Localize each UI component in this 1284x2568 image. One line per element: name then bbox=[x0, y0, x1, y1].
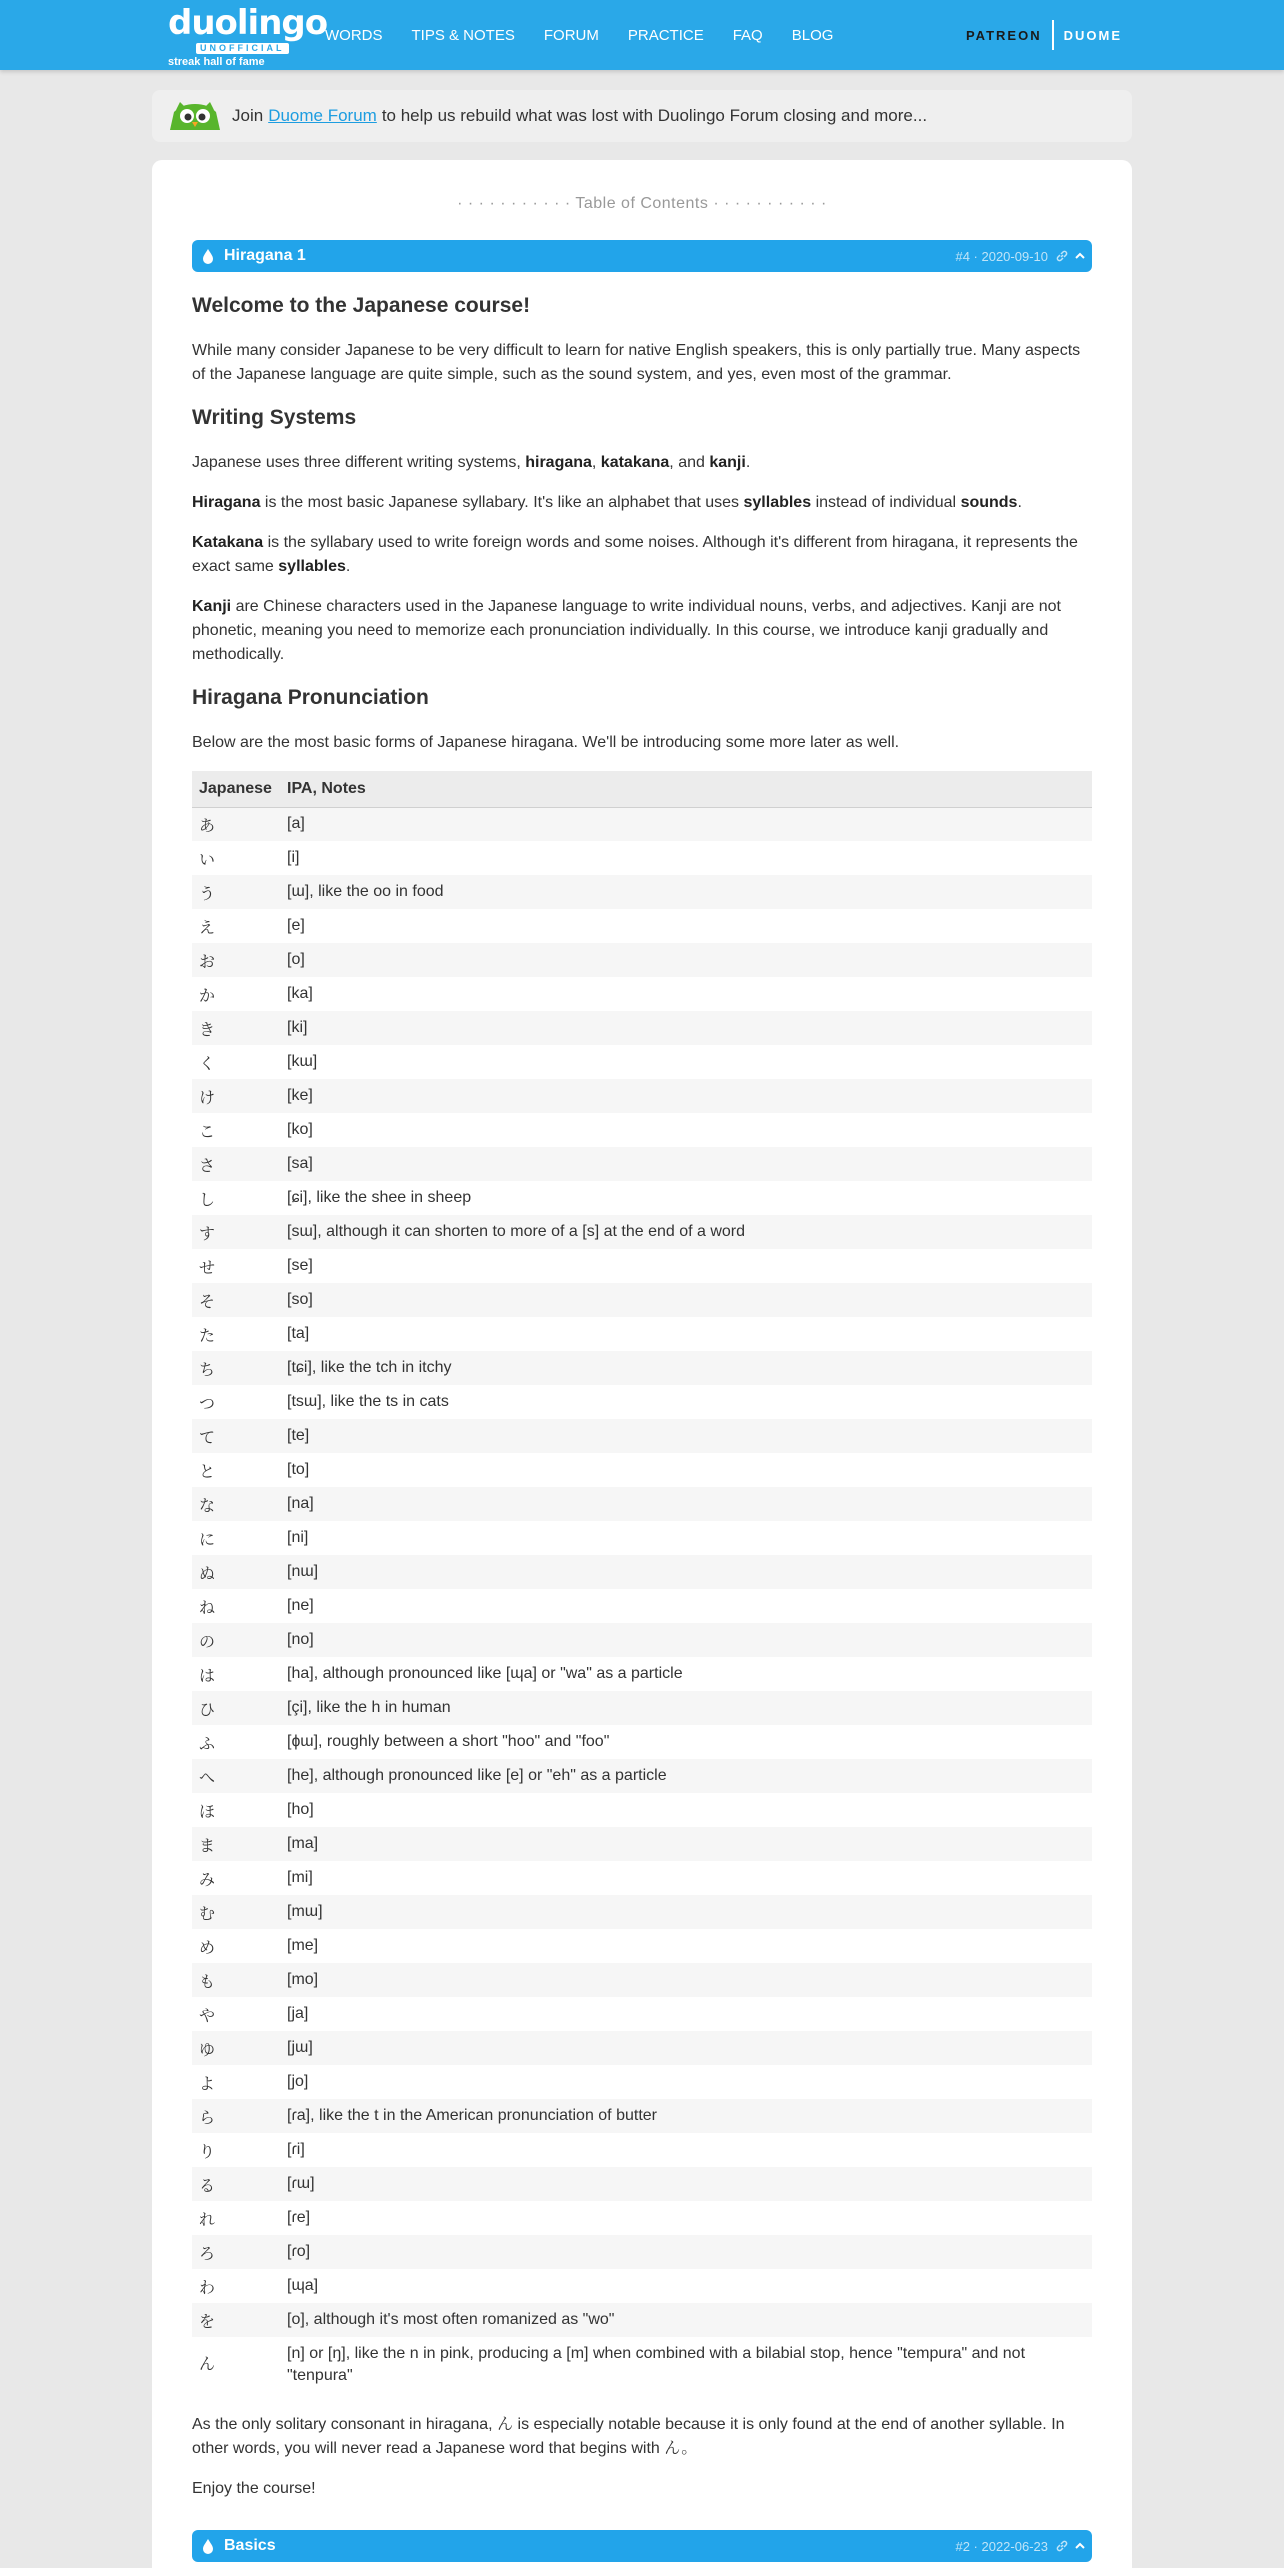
section-hiragana-1[interactable] bbox=[192, 240, 1092, 272]
kana-cell: え bbox=[199, 919, 216, 937]
nav-link-tips-notes[interactable]: TIPS & NOTES bbox=[411, 26, 515, 44]
kana-cell: ん bbox=[199, 2356, 216, 2373]
kana-cell: を bbox=[192, 2303, 280, 2337]
kana-cell: い bbox=[199, 851, 216, 869]
table-row bbox=[192, 2269, 1092, 2303]
col-japanese: Japanese bbox=[192, 771, 280, 807]
ipa-cell: [ka] bbox=[287, 985, 313, 1002]
table-row bbox=[192, 2031, 1092, 2065]
heading-writing-systems: Writing Systems bbox=[192, 406, 357, 429]
kana-cell: ね bbox=[199, 1599, 216, 1617]
link-icon[interactable] bbox=[1056, 250, 1068, 262]
kana-cell: す bbox=[192, 1215, 280, 1249]
ipa-cell: [ɾɯ] bbox=[280, 2167, 1092, 2201]
ipa-cell: [ja] bbox=[287, 2005, 309, 2022]
nav-link-faq[interactable]: FAQ bbox=[732, 26, 763, 44]
ipa-cell: [e] bbox=[287, 917, 305, 934]
ipa-cell: [na] bbox=[280, 1487, 1092, 1521]
nav-divider bbox=[1052, 20, 1054, 50]
owl-icon bbox=[168, 100, 222, 132]
ipa-cell: [sɯ], although it can shorten to more of a [s] at the end of a word bbox=[280, 1215, 1092, 1249]
col-ipa-notes: IPA, Notes bbox=[280, 771, 1092, 807]
kana-cell: へ bbox=[192, 1759, 280, 1793]
banner-prefix: Join bbox=[232, 106, 264, 125]
ipa-cell: [se] bbox=[287, 1257, 313, 1274]
duome-link[interactable]: DUOME bbox=[1063, 27, 1122, 43]
kana-cell: き bbox=[192, 1011, 280, 1045]
table-row bbox=[192, 1895, 1092, 1929]
kana-cell: お bbox=[192, 943, 280, 977]
ipa-cell: [mo] bbox=[280, 1963, 1092, 1997]
ipa-cell: [mi] bbox=[287, 1869, 313, 1886]
nav-link-blog[interactable]: BLOG bbox=[791, 26, 834, 44]
ipa-cell: [i] bbox=[287, 849, 300, 866]
heading-welcome: Welcome to the Japanese course! bbox=[192, 294, 531, 317]
table-row bbox=[192, 977, 1092, 1011]
table-row bbox=[192, 1861, 1092, 1895]
ipa-cell: [he], although pronounced like [e] or "eh" as a particle bbox=[280, 1759, 1092, 1793]
table-row bbox=[192, 1963, 1092, 1997]
ipa-cell: [çi], like the h in human bbox=[280, 1691, 1092, 1725]
collapse-icon[interactable] bbox=[1074, 2540, 1086, 2552]
link-icon[interactable] bbox=[1056, 2540, 1068, 2552]
ipa-cell: [ɸɯ], roughly between a short "hoo" and "foo" bbox=[287, 1733, 610, 1750]
ipa-cell: [me] bbox=[287, 1937, 319, 1954]
table-row bbox=[192, 1079, 1092, 1113]
collapse-icon[interactable] bbox=[1074, 250, 1086, 262]
table-row bbox=[192, 1521, 1092, 1555]
table-row bbox=[192, 1827, 1092, 1861]
heading-pronunciation: Hiragana Pronunciation bbox=[192, 686, 429, 709]
ipa-cell: [tɕi], like the tch in itchy bbox=[280, 1351, 1092, 1385]
kana-cell: う bbox=[192, 875, 280, 909]
duome-forum-link[interactable]: Duome Forum bbox=[268, 106, 377, 125]
table-header-row bbox=[192, 771, 1092, 807]
table-row bbox=[192, 1623, 1092, 1657]
table-row bbox=[192, 2337, 1092, 2393]
ipa-cell: [ɯ], like the oo in food bbox=[280, 875, 1092, 909]
ipa-cell: [kɯ] bbox=[287, 1053, 318, 1070]
unofficial-badge: UNOFFICIAL bbox=[196, 43, 289, 54]
ipa-cell: [ta] bbox=[287, 1325, 310, 1342]
table-row bbox=[192, 1181, 1092, 1215]
kana-cell: ほ bbox=[199, 1803, 216, 1821]
kana-cell: わ bbox=[199, 2279, 216, 2297]
table-row bbox=[192, 1283, 1092, 1317]
table-row bbox=[192, 1249, 1092, 1283]
para-kanji: Kanji are Chinese characters used in the Japanese language to write individual nouns, verbs, and adjectives. Kanji are not phonetic, meaning you need to memorize each pronunciation individually. In this course, we introduce kanji gradually and methodically. bbox=[192, 598, 1061, 663]
kana-cell: ら bbox=[192, 2099, 280, 2133]
nav-link-words[interactable]: WORDS bbox=[325, 26, 383, 44]
kana-cell: け bbox=[192, 1079, 280, 1113]
table-row bbox=[192, 1215, 1092, 1249]
nav-links bbox=[325, 0, 862, 70]
section-title: Hiragana 1 bbox=[224, 247, 306, 264]
table-row bbox=[192, 841, 1092, 875]
table-row bbox=[192, 807, 1092, 841]
kana-cell: ち bbox=[192, 1351, 280, 1385]
tips-content bbox=[192, 293, 1092, 2517]
table-row bbox=[192, 1419, 1092, 1453]
kana-cell: や bbox=[199, 2007, 216, 2025]
table-row bbox=[192, 2303, 1092, 2337]
table-row bbox=[192, 2167, 1092, 2201]
nav-link-forum[interactable]: FORUM bbox=[543, 26, 599, 44]
section-meta: #2 · 2022-06-23 bbox=[955, 2538, 1048, 2554]
ipa-cell: [sa] bbox=[280, 1147, 1092, 1181]
kana-cell: に bbox=[199, 1531, 216, 1549]
ipa-cell: [tsɯ], like the ts in cats bbox=[287, 1393, 449, 1410]
ipa-cell: [te] bbox=[280, 1419, 1092, 1453]
kana-cell: か bbox=[199, 987, 216, 1005]
kana-cell: よ bbox=[199, 2075, 216, 2093]
table-row bbox=[192, 909, 1092, 943]
ipa-cell: [ha], although pronounced like [ɰa] or "wa" as a particle bbox=[287, 1665, 683, 1682]
ipa-cell: [ɰa] bbox=[287, 2277, 319, 2294]
table-row bbox=[192, 1759, 1092, 1793]
kana-cell: こ bbox=[199, 1123, 216, 1141]
kana-cell: も bbox=[192, 1963, 280, 1997]
kana-cell: せ bbox=[199, 1259, 216, 1277]
kana-cell: る bbox=[192, 2167, 280, 2201]
table-row bbox=[192, 1147, 1092, 1181]
ipa-cell: [so] bbox=[280, 1283, 1092, 1317]
table-row bbox=[192, 1691, 1092, 1725]
ipa-cell: [ke] bbox=[280, 1079, 1092, 1113]
kana-cell: む bbox=[192, 1895, 280, 1929]
ipa-cell: [o] bbox=[280, 943, 1092, 977]
section-meta: #4 · 2020-09-10 bbox=[955, 248, 1048, 264]
ipa-cell: [ma] bbox=[280, 1827, 1092, 1861]
table-row bbox=[192, 1997, 1092, 2031]
kana-cell: さ bbox=[192, 1147, 280, 1181]
para-writing-systems: Japanese uses three different writing systems, hiragana, katakana, and kanji. bbox=[192, 454, 751, 471]
banner-suffix: to help us rebuild what was lost with Duolingo Forum closing and more... bbox=[381, 106, 928, 125]
kana-cell: あ bbox=[192, 807, 280, 841]
logo-subtitle: streak hall of fame bbox=[168, 56, 265, 68]
kana-cell: な bbox=[192, 1487, 280, 1521]
table-row bbox=[192, 1045, 1092, 1079]
drop-icon bbox=[202, 248, 214, 264]
table-row bbox=[192, 2133, 1092, 2167]
ipa-cell: [to] bbox=[287, 1461, 310, 1478]
ipa-cell: [jo] bbox=[287, 2073, 309, 2090]
para-n-note: As the only solitary consonant in hiragana, ん is especially notable because it is only found at the end of another syllable. In other words, you will never read a Japanese word that begins with ん。 bbox=[192, 2416, 1065, 2457]
ipa-cell: [mɯ] bbox=[280, 1895, 1092, 1929]
para-katakana: Katakana is the syllabary used to write foreign words and some noises. Although it's different from hiragana, it represents the exact same syllables. bbox=[192, 534, 1078, 575]
table-row bbox=[192, 1011, 1092, 1045]
ipa-cell: [n] or [ŋ], like the n in pink, producing a [m] when combined with a bilabial stop, hence "tempura" and not "tenpura" bbox=[287, 2345, 1026, 2384]
kana-cell: ろ bbox=[192, 2235, 280, 2269]
table-row bbox=[192, 1793, 1092, 1827]
kana-cell: た bbox=[199, 1327, 216, 1345]
kana-cell: れ bbox=[199, 2211, 216, 2229]
kana-cell: り bbox=[199, 2143, 216, 2161]
logo-wordmark: duolingo bbox=[168, 3, 328, 43]
ipa-cell: [ho] bbox=[287, 1801, 314, 1818]
kana-cell: ふ bbox=[199, 1735, 216, 1753]
kana-cell: そ bbox=[192, 1283, 280, 1317]
ipa-cell: [nɯ] bbox=[280, 1555, 1092, 1589]
table-row bbox=[192, 2201, 1092, 2235]
ipa-cell: [ɾa], like the t in the American pronunciation of butter bbox=[280, 2099, 1092, 2133]
top-nav bbox=[0, 0, 1284, 70]
table-row bbox=[192, 2099, 1092, 2133]
table-row bbox=[192, 1113, 1092, 1147]
section-basics[interactable] bbox=[192, 2530, 1092, 2562]
ipa-cell: [ni] bbox=[287, 1529, 309, 1546]
kana-cell: ぬ bbox=[192, 1555, 280, 1589]
table-row bbox=[192, 1555, 1092, 1589]
table-row bbox=[192, 1453, 1092, 1487]
patreon-link[interactable]: PATREON bbox=[965, 27, 1042, 43]
nav-link-practice[interactable]: PRACTICE bbox=[627, 26, 704, 44]
table-row bbox=[192, 1317, 1092, 1351]
table-row bbox=[192, 875, 1092, 909]
para-pronunciation: Below are the most basic forms of Japanese hiragana. We'll be introducing some more later as well. bbox=[192, 734, 900, 751]
ipa-cell: [ɕi], like the shee in sheep bbox=[287, 1189, 472, 1206]
ipa-cell: [ɾe] bbox=[287, 2209, 311, 2226]
ipa-cell: [ɾo] bbox=[280, 2235, 1092, 2269]
ipa-cell: [o], although it's most often romanized as "wo" bbox=[280, 2303, 1092, 2337]
kana-cell: ひ bbox=[192, 1691, 280, 1725]
table-of-contents[interactable]: · · · · · · · · · · · Table of Contents · · · · · · · · · · · bbox=[457, 195, 827, 212]
table-row bbox=[192, 1929, 1092, 1963]
kana-cell: の bbox=[192, 1623, 280, 1657]
kana-cell: め bbox=[199, 1939, 216, 1957]
table-row bbox=[192, 1589, 1092, 1623]
table-row bbox=[192, 1351, 1092, 1385]
kana-cell: く bbox=[199, 1055, 216, 1073]
table-row bbox=[192, 1657, 1092, 1691]
section-title: Basics bbox=[224, 2537, 276, 2554]
nav-right bbox=[966, 0, 1122, 70]
tips-card bbox=[152, 160, 1132, 2568]
kana-cell: み bbox=[199, 1871, 216, 1889]
kana-cell: は bbox=[199, 1667, 216, 1685]
ipa-cell: [ki] bbox=[280, 1011, 1092, 1045]
site-logo[interactable] bbox=[168, 3, 328, 68]
para-enjoy: Enjoy the course! bbox=[192, 2480, 316, 2497]
kana-cell: し bbox=[199, 1191, 216, 1209]
ipa-cell: [a] bbox=[280, 807, 1092, 841]
table-row bbox=[192, 1487, 1092, 1521]
drop-icon bbox=[202, 2538, 214, 2554]
hiragana-table bbox=[192, 771, 1092, 2393]
ipa-cell: [no] bbox=[280, 1623, 1092, 1657]
table-row bbox=[192, 943, 1092, 977]
kana-cell: と bbox=[199, 1463, 216, 1481]
kana-cell: ゆ bbox=[192, 2031, 280, 2065]
forum-banner bbox=[152, 90, 1132, 142]
ipa-cell: [ne] bbox=[287, 1597, 314, 1614]
ipa-cell: [jɯ] bbox=[280, 2031, 1092, 2065]
kana-cell: ま bbox=[192, 1827, 280, 1861]
table-row bbox=[192, 1725, 1092, 1759]
ipa-cell: [ɾi] bbox=[287, 2141, 305, 2158]
table-row bbox=[192, 2065, 1092, 2099]
para-intro: While many consider Japanese to be very difficult to learn for native English speakers, this is only partially true. Many aspects of the Japanese language are quite simple, such as the sound system, and yes, even most of the grammar. bbox=[192, 342, 1081, 383]
para-hiragana: Hiragana is the most basic Japanese syllabary. It's like an alphabet that uses syllables instead of individual sounds. bbox=[192, 494, 1022, 511]
table-row bbox=[192, 2235, 1092, 2269]
kana-cell: つ bbox=[199, 1395, 216, 1413]
kana-cell: て bbox=[192, 1419, 280, 1453]
ipa-cell: [ko] bbox=[287, 1121, 313, 1138]
table-row bbox=[192, 1385, 1092, 1419]
